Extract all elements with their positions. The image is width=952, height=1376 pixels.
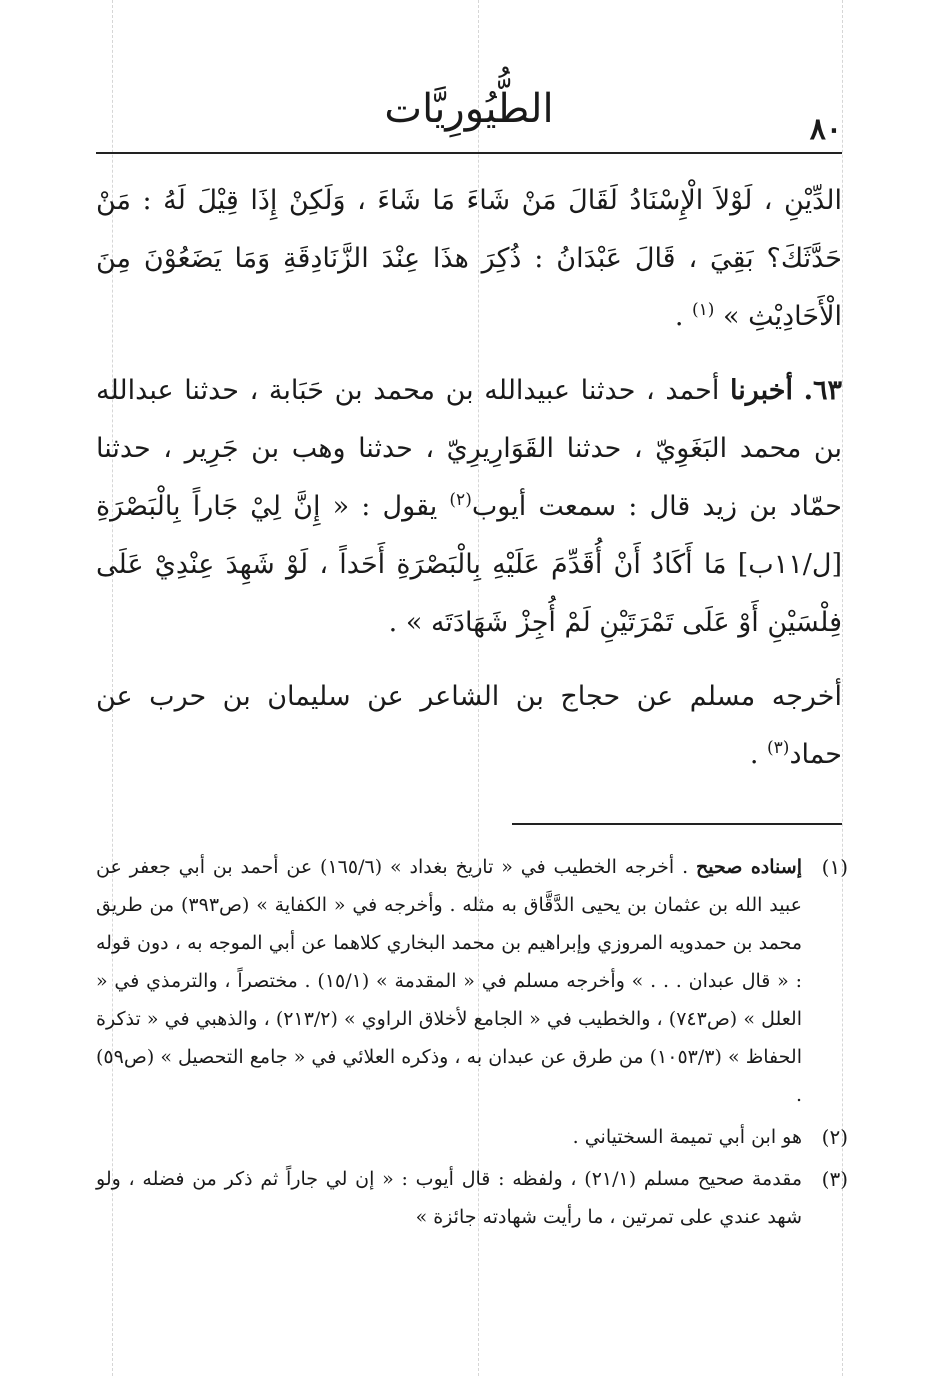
takhrij-text: أخرجه مسلم عن حجاج بن الشاعر عن سليمان بن حرب عن حماد [96,681,842,770]
footnote-1 [96,848,848,1114]
paragraph-continuation [96,172,842,346]
footnote-text [96,1118,802,1156]
footnote-number: (١) [821,855,848,879]
hadith-63 [96,362,842,652]
hadith-chain: أحمد ، حدثنا عبيدالله بن محمد بن حَبَابة ، حدثنا عبدالله بن محمد البَغَوِيّ ، حدثنا القَوَارِيرِيّ ، حدثنا وهب بن جَرِير ، حدثنا حمّاد بن زيد قال : سمعت أيوب [96,375,842,522]
footnote-text [96,848,802,1114]
takhrij-end: . [749,739,768,770]
paragraph-end: . [674,301,693,332]
footnote-ref-3[interactable]: (٣) [767,738,790,758]
footnotes [96,848,848,1240]
main-text [96,172,842,800]
footnote-number: (٢) [821,1125,848,1149]
footnote-ref-1[interactable]: (١) [692,300,715,320]
running-title: الطُّيُورِيَّات [384,86,554,132]
footnote-number: (٣) [821,1167,848,1191]
footnote-2 [96,1118,848,1156]
takhrij-paragraph [96,668,842,784]
footnote-body: هو ابن أبي تميمة السختياني . [572,1126,802,1148]
page-header [96,78,842,148]
page-number: ٨٠ [809,112,842,147]
footnote-body: . أخرجه الخطيب في « تاريخ بغداد » (١٦٥/٦) عن أحمد بن أبي جعفر عن عبيد الله بن عثمان بن يحيى الدَّقَّاق به مثله . وأخرجه في « الكفاية » (ص٣٩٣) من طريق محمد بن حمدويه المروزي وإبراهيم بن محمد البخاري كلاهما عن أبي الموجه به ، دون قوله : « قال عبدان . . . » وأخرجه مسلم في « المقدمة » (١٥/١) . مختصراً ، والترمذي في « العلل » (ص٧٤٣) ، والخطيب في « الجامع لأخلاق الراوي » (٢١٣/٢) ، والذهبي في « تذكرة الحفاظ » (١٠٥٣/٣) من طرق عن عبدان به ، وذكره العلائي في « جامع التحصيل » (ص٥٩) . [96,856,803,1106]
footnote-text [96,1160,802,1236]
paragraph-text: الدِّيْنِ ، لَوْلاَ الْإِسْنَادُ لَقَالَ مَنْ شَاءَ مَا شَاءَ ، وَلَكِنْ إِذَا قِيْلَ لَهُ : مَنْ حَدَّثَكَ؟ بَقِيَ ، قَالَ عَبْدَانُ : ذُكِرَ هذَا عِنْدَ الزَّنَادِقَةِ وَمَا يَضَعُوْنَ مِنَ الْأَحَادِيْثِ » [96,185,842,332]
footnote-lead: إسناده صحيح [696,856,802,878]
hadith-matn: يقول : « إِنَّ لِيْ جَاراً بِالْبَصْرَةِ [ل/١١ب] مَا أَكَادُ أَنْ أُقَدِّمَ عَلَيْهِ بِالْبَصْرَةِ أَحَداً ، لَوْ شَهِدَ عِنْدِيْ عَلَى فِلْسَيْنِ أَوْ عَلَى تَمْرَتَيْنِ لَمْ أُجِزْ شَهَادَتَه » . [96,491,842,638]
footnote-ref-2[interactable]: (٢) [449,490,472,510]
footnote-3 [96,1160,848,1236]
header-divider [96,152,842,154]
footnote-body: مقدمة صحيح مسلم (٢١/١) ، ولفظه : قال أيوب : « إن لي جاراً ثم ذكر من فضله ، ولو شهد عندي على تمرتين ، ما رأيت شهادته جائزة » [96,1168,802,1228]
footnote-divider [512,823,842,825]
hadith-number: ٦٣. [803,375,843,406]
hadith-lead-word: أخبرنا [729,375,793,406]
